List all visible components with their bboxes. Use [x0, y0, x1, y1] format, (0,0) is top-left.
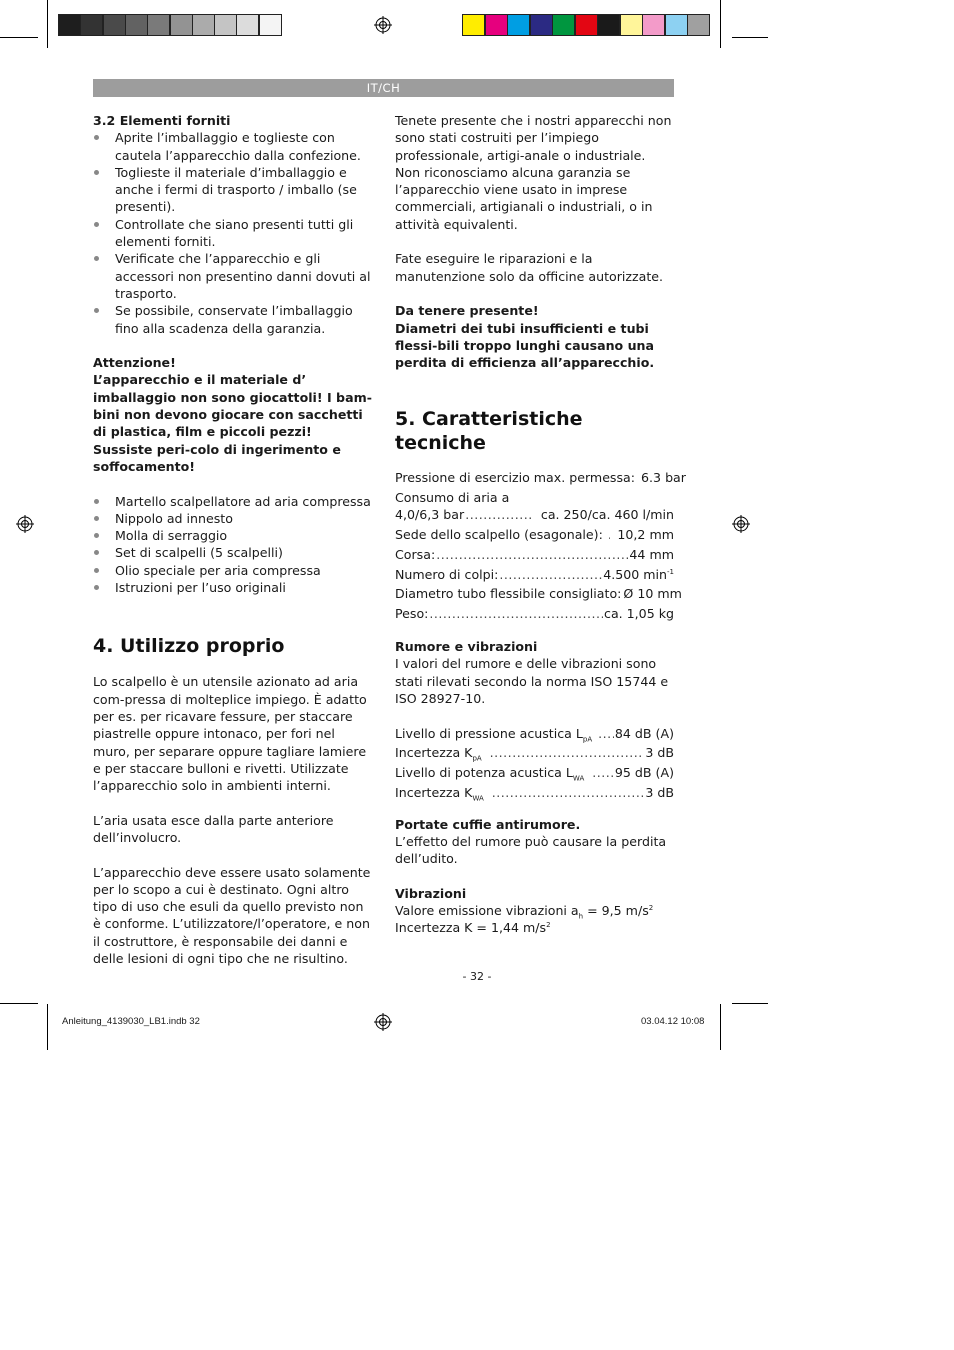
spec-label: Diametro tubo flessibile consigliato:: [395, 586, 622, 602]
spec-value: ca. 250/ca. 460 l/min: [540, 507, 674, 523]
list-item: Olio speciale per aria compressa: [93, 562, 373, 579]
color-swatch: [507, 14, 530, 36]
gray-swatch: [192, 14, 215, 36]
spec-label: Numero di colpi:: [395, 566, 499, 582]
list-item: Aprite l’imballaggio e toglieste con cautela l’apparecchio dalla confezione.: [93, 129, 373, 164]
spec-row-weight: [395, 605, 674, 625]
noise-row-lpa: [395, 725, 674, 745]
color-swatch: [665, 14, 688, 36]
section-5-heading: 5. Caratteristiche tecniche: [395, 408, 583, 455]
crop-mark: [0, 37, 38, 38]
unpacking-list: [93, 129, 373, 337]
language-header-bar: [93, 79, 674, 97]
list-item: Istruzioni per l’uso originali: [93, 579, 373, 596]
list-item: Toglieste il materiale d’imballaggio e anche i fermi di trasporto / imballo (se presenti).: [93, 164, 373, 216]
noise-row-lwa: [395, 764, 674, 784]
noise-paragraph: I valori del rumore e delle vibrazioni sono stati rilevati secondo la norma ISO 15744 e ISO 28927-10.: [395, 656, 669, 706]
spec-table: [395, 469, 686, 625]
spec-row-hose: [395, 585, 682, 605]
crop-mark: [732, 1003, 768, 1004]
gray-swatch: [58, 14, 81, 36]
spec-row-air: [395, 506, 674, 526]
spec-value: 10,2 mm: [617, 527, 674, 543]
note-text: Diametri dei tubi insufficienti e tubi flessi-bili troppo lunghi causano una perdita di efficienza all’apparecchio.: [395, 320, 655, 371]
color-swatch: [530, 14, 553, 36]
noise-label: Livello di potenza acustica L: [395, 765, 573, 781]
noise-value: 84 dB (A): [614, 725, 674, 741]
file-slug: Anleitung_4139030_LB1.indb 32: [62, 1016, 200, 1027]
list-item: Molla di serraggio: [93, 527, 373, 544]
note-heading: Da tenere presente!: [395, 303, 539, 319]
noise-row-kpa: [395, 744, 674, 764]
gray-swatch: [80, 14, 103, 36]
noise-label-subscript: pA: [582, 735, 593, 744]
crop-mark: [47, 1004, 48, 1050]
gray-swatch: [125, 14, 148, 36]
spec-label: 4,0/6,3 bar: [395, 507, 465, 523]
spec-label: Sede dello scalpello (esagonale):: [395, 527, 603, 543]
color-swatch: [597, 14, 620, 36]
spec-row-chisel-seat: [395, 526, 674, 546]
gray-swatch: [214, 14, 237, 36]
left-column: [93, 112, 373, 967]
color-swatch: [642, 14, 665, 36]
section-4-heading: 4. Utilizzo proprio: [93, 635, 285, 658]
vibration-exponent: 2: [546, 921, 551, 930]
spec-value: ca. 1,05 kg: [604, 606, 674, 622]
spec-row-blows: [395, 566, 674, 586]
color-swatch: [687, 14, 710, 36]
list-item: Set di scalpelli (5 scalpelli): [93, 544, 373, 561]
repairs-paragraph: Fate eseguire le riparazioni e la manutenzione solo da officine autorizzate.: [395, 251, 664, 284]
warning-heading: Attenzione!: [93, 355, 176, 371]
liability-paragraph: L’apparecchio deve essere usato solamente per lo scopo a cui è destinato. Ogni altro tipo di uso che esuli da quello previsto non è conforme. L’utilizzatore/l’operatore, e non il costruttore, è responsabile dei danni e delle lesioni di ogni tipo che ne risultino.: [93, 864, 371, 967]
vibration-emission-line: [395, 902, 674, 919]
noise-label-subscript: WA: [572, 774, 585, 783]
noise-row-kwa: [395, 784, 674, 804]
spec-row-pressure: [395, 469, 686, 489]
spec-value-exponent: -1: [667, 567, 674, 576]
package-contents-list: [93, 493, 373, 597]
spec-value: 44 mm: [629, 546, 674, 562]
list-item: Martello scalpellatore ad aria compressa: [93, 493, 373, 510]
date-slug: 03.04.12 10:08: [641, 1016, 705, 1027]
list-item: Se possibile, conservate l’imballaggio fino alla scadenza della garanzia.: [93, 302, 373, 337]
list-item: Nippolo ad innesto: [93, 510, 373, 527]
vibration-uncertainty-value: Incertezza K = 1,44 m/s: [395, 920, 547, 936]
spec-value: Ø 10 mm: [623, 586, 682, 602]
gray-swatch: [170, 14, 193, 36]
section-3-2-heading: 3.2 Elementi forniti: [93, 113, 231, 128]
exhaust-air-paragraph: L’aria usata esce dalla parte anteriore dell’involucro.: [93, 812, 334, 845]
ear-protection-text: L’effetto del rumore può causare la perdita dell’udito.: [395, 834, 667, 867]
gray-swatch: [147, 14, 170, 36]
list-item: Controllate che siano presenti tutti gli elementi forniti.: [93, 216, 373, 251]
crop-mark: [720, 1004, 721, 1050]
noise-label: Incertezza K: [395, 784, 473, 800]
gray-swatch: [259, 14, 282, 36]
vibration-value: = 9,5 m/s: [583, 903, 649, 919]
noise-label-subscript: pA: [472, 754, 482, 763]
vibration-uncertainty-line: [395, 919, 674, 936]
registration-mark-icon: [732, 515, 750, 533]
vibration-exponent: 2: [648, 904, 654, 912]
list-item: Verificate che l’apparecchio e gli accessori non presentino danni dovuti al trasporto.: [93, 250, 373, 302]
registration-mark-icon: [374, 16, 392, 34]
color-swatch: [575, 14, 598, 36]
gray-swatch: [103, 14, 126, 36]
color-swatch: [620, 14, 643, 36]
gray-swatch: [236, 14, 259, 36]
spec-row-air-label: [395, 489, 674, 506]
spec-label: Pressione di esercizio max. permessa:: [395, 470, 636, 486]
crop-mark: [720, 0, 721, 48]
language-code: IT/CH: [366, 81, 401, 95]
color-swatch: [485, 14, 508, 36]
noise-value: 3 dB: [645, 784, 674, 800]
spec-value: 4.500 min: [603, 566, 668, 582]
spec-label: Corsa:: [395, 546, 436, 562]
registration-mark-icon: [374, 1013, 392, 1031]
right-column: [395, 112, 686, 937]
spec-label: Peso:: [395, 606, 429, 622]
noise-label: Livello di pressione acustica L: [395, 725, 583, 741]
crop-mark: [732, 37, 768, 38]
noise-label-subscript: WA: [472, 794, 484, 803]
color-swatch: [552, 14, 575, 36]
spec-label: Consumo di aria a: [395, 490, 510, 506]
noise-value: 95 dB (A): [614, 765, 674, 781]
registration-mark-icon: [16, 515, 34, 533]
noise-value: 3 dB: [645, 745, 674, 761]
crop-mark: [47, 0, 48, 48]
page-number: - 32 -: [462, 970, 492, 983]
crop-mark: [0, 1003, 38, 1004]
noise-label: Incertezza K: [395, 745, 473, 761]
noise-heading: Rumore e vibrazioni: [395, 639, 538, 655]
professional-use-paragraph: Tenete presente che i nostri apparecchi non sono stati costruiti per l’impiego professionale, artigi-anale o industriale. Non riconosciamo alcuna garanzia se l’apparecchio viene usato in imprese commerciali, artigianali o industriali, o in attività equivalenti.: [395, 113, 672, 232]
warning-text: L’apparecchio e il materiale d’ imballaggio non sono giocattoli! I bam-bini non devono giocare con sacchetti di plastica, film e piccoli pezzi! Sussiste peri-colo di ingerimento e soffocamento!: [93, 372, 372, 474]
vibration-subscript: h: [578, 912, 584, 921]
ear-protection-heading: Portate cuffie antirumore.: [395, 816, 581, 832]
spec-value: 6.3 bar: [641, 470, 686, 486]
color-swatch: [462, 14, 485, 36]
vibration-label: Valore emissione vibrazioni a: [395, 903, 579, 919]
spec-row-stroke: [395, 546, 674, 566]
vibration-heading: Vibrazioni: [395, 885, 467, 901]
intended-use-paragraph: Lo scalpello è un utensile azionato ad aria com-pressa di molteplice impiego. È adatto per es. per ricavare fessure, per staccare piastrelle oppure intonaco, per fori nel muro, per separare oppure tagliare lamiere e per staccare bulloni e rivetti. Utilizzate l’apparecchio solo in ambienti interni.: [93, 674, 367, 794]
